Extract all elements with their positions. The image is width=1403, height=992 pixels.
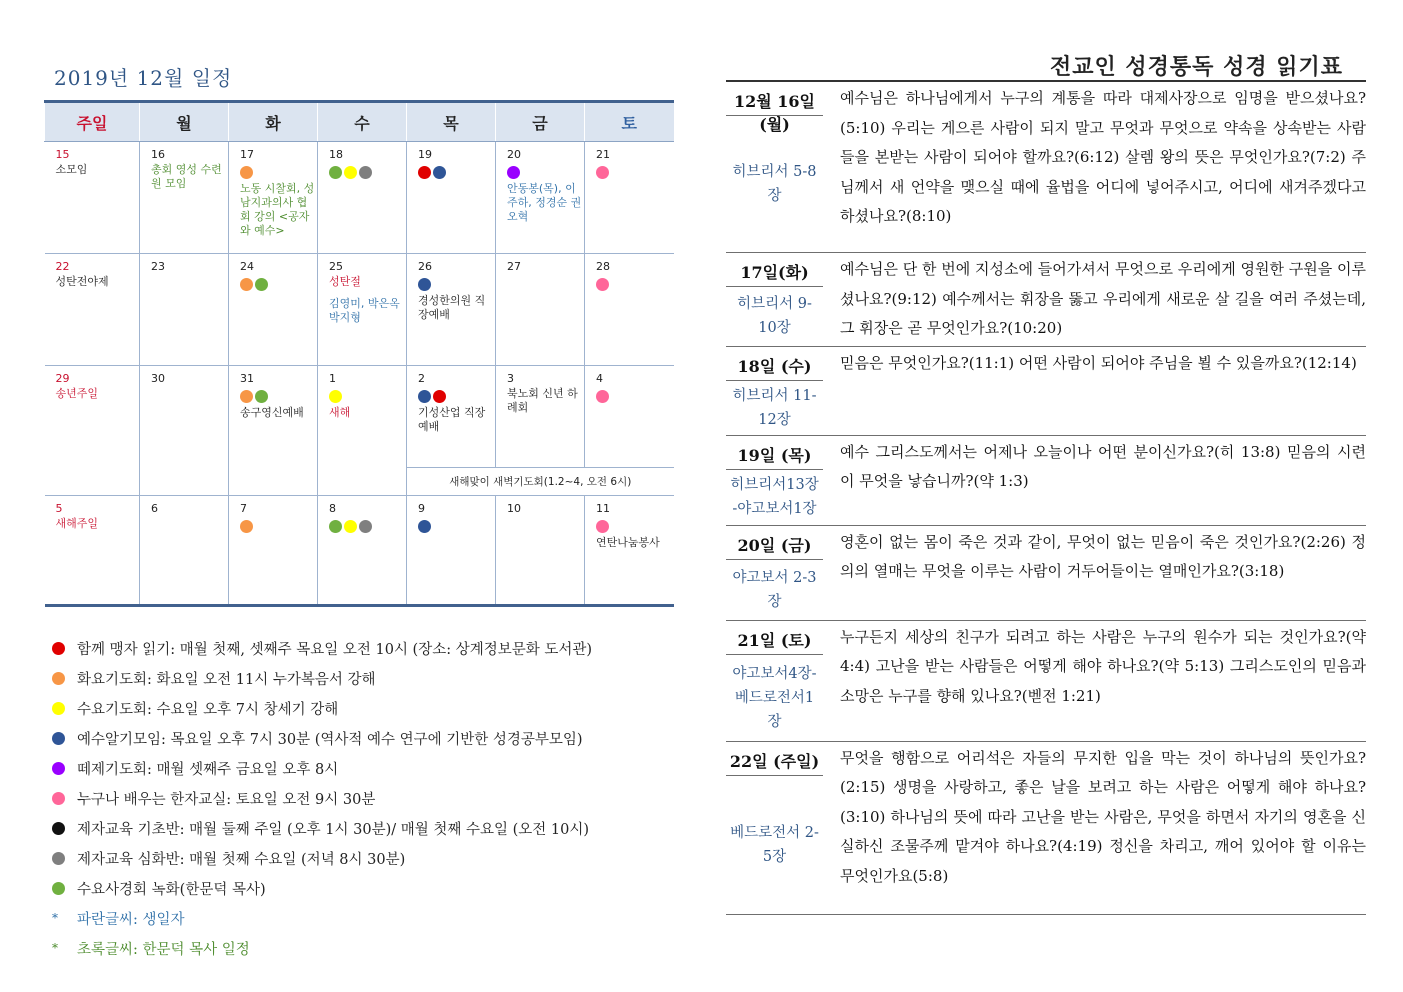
reading-row bbox=[726, 525, 1366, 620]
reading-label-cell bbox=[726, 741, 823, 914]
event-dots bbox=[329, 388, 406, 404]
event-text: 안동봉(목), 이주하, 정경순 권오혁 bbox=[507, 182, 582, 223]
reading-book: 히브리서 5-8장 bbox=[732, 164, 817, 204]
event-dots bbox=[507, 164, 584, 180]
calendar-day-cell[interactable] bbox=[229, 366, 318, 496]
day-number: 15 bbox=[55, 148, 70, 161]
reading-book: 히브리서13장 -야고보서1장 bbox=[730, 477, 819, 517]
special-event-text: 새해맞이 새벽기도회(1.2~4, 오전 6시) bbox=[407, 468, 674, 496]
event-text: 기성산업 직장예배 bbox=[418, 406, 486, 433]
calendar-day-cell[interactable] bbox=[496, 142, 585, 254]
legend bbox=[52, 633, 692, 963]
day-number: 5 bbox=[55, 502, 63, 515]
reading-label-cell bbox=[726, 253, 823, 347]
reading-label-cell bbox=[726, 346, 823, 435]
calendar-day-cell[interactable] bbox=[585, 496, 674, 606]
calendar-day-cell[interactable] bbox=[229, 142, 318, 254]
calendar-day-cell[interactable] bbox=[407, 366, 496, 468]
day-number: 19 bbox=[418, 148, 432, 161]
event-text: 경성한의원 직장예배 bbox=[418, 294, 486, 321]
yellow-dot-icon bbox=[52, 702, 65, 715]
event-text: 송년주일 bbox=[55, 387, 99, 400]
day-number: 31 bbox=[240, 372, 254, 385]
reading-label-cell bbox=[726, 620, 823, 741]
day-number: 8 bbox=[329, 502, 336, 515]
day-number: 29 bbox=[55, 372, 70, 385]
reading-date: 17일(화) bbox=[726, 253, 823, 287]
day-number: 17 bbox=[240, 148, 254, 161]
reading-row bbox=[726, 346, 1366, 435]
reading-questions: 예수님은 하나님에게서 누구의 계통을 따라 대제사장으로 임명을 받으셨나요?(5:10) 우리는 게으른 사람이 되지 말고 무엇과 무엇으로 약속을 상속받는 사람들을 본받는 사람이 되어야 할까요?(6:12) 살렘 왕의 뜻은 무엇인가요?(7:2) 주님께서 새 언약을 맺으실 때에 율법을 어디에 넣어주시고, 어디에 새겨주겠다고 하셨나요?(8:10) bbox=[823, 81, 1366, 253]
legend-item bbox=[52, 633, 692, 663]
event-dots bbox=[329, 164, 406, 180]
reading-book: 야고보서 2-3장 bbox=[732, 569, 817, 610]
gray-dot-icon bbox=[359, 166, 372, 179]
calendar-day-cell[interactable] bbox=[407, 254, 496, 366]
legend-item bbox=[52, 693, 692, 723]
calendar-day-cell[interactable] bbox=[140, 366, 229, 496]
event-text: 김영미, 박은옥 박지형 bbox=[329, 297, 400, 324]
weekday-header: 월 bbox=[140, 102, 229, 142]
asterisk: * bbox=[52, 911, 58, 925]
reading-label-cell bbox=[726, 525, 823, 620]
event-dots bbox=[240, 388, 317, 404]
day-number: 6 bbox=[151, 502, 158, 515]
reading-title: 전교인 성경통독 성경 읽기표 bbox=[1050, 54, 1344, 80]
reading-questions: 예수 그리스도께서는 어제나 오늘이나 어떤 분이신가요?(히 13:8) 믿음의 시련이 무엇을 낳습니까?(약 1:3) bbox=[823, 435, 1366, 525]
reading-book: 히브리서 11-12장 bbox=[732, 387, 817, 428]
calendar-week-row bbox=[45, 254, 674, 366]
day-number: 26 bbox=[418, 260, 432, 273]
weekday-header: 주일 bbox=[45, 102, 140, 142]
day-number: 25 bbox=[329, 260, 343, 273]
event-dots bbox=[418, 276, 495, 292]
calendar-week-row bbox=[45, 142, 674, 254]
pink-dot-icon bbox=[596, 166, 609, 179]
reading-table bbox=[726, 80, 1366, 915]
calendar-day-cell[interactable] bbox=[318, 496, 407, 606]
calendar-week-row bbox=[45, 366, 674, 468]
event-text: 소모임 bbox=[55, 163, 88, 176]
day-number: 9 bbox=[418, 502, 425, 515]
event-dots bbox=[596, 276, 674, 292]
reading-date: 12월 16일(월) bbox=[726, 82, 823, 116]
legend-item bbox=[52, 783, 692, 813]
legend-text: 누구나 배우는 한자교실: 토요일 오전 9시 30분 bbox=[77, 791, 376, 808]
day-number: 16 bbox=[151, 148, 165, 161]
legend-note bbox=[52, 933, 692, 963]
day-number: 20 bbox=[507, 148, 521, 161]
event-dots bbox=[240, 164, 317, 180]
reading-date: 20일 (금) bbox=[726, 526, 823, 560]
calendar-day-cell[interactable] bbox=[229, 254, 318, 366]
pink-dot-icon bbox=[596, 278, 609, 291]
blue-dot-icon bbox=[52, 732, 65, 745]
green-dot-icon bbox=[255, 390, 268, 403]
pink-dot-icon bbox=[596, 390, 609, 403]
reading-row bbox=[726, 253, 1366, 347]
purple-dot-icon bbox=[52, 762, 65, 775]
reading-questions: 영혼이 없는 몸이 죽은 것과 같이, 무엇이 없는 믿음이 죽은 것인가요?(2:26) 정의의 열매는 무엇을 이루는 사람이 거두어들이는 열매인가요?(3:18) bbox=[823, 525, 1366, 620]
weekday-header-row bbox=[45, 102, 674, 142]
calendar-day-cell[interactable] bbox=[229, 496, 318, 606]
yellow-dot-icon bbox=[344, 166, 357, 179]
weekday-header: 목 bbox=[407, 102, 496, 142]
reading-date: 19일 (목) bbox=[726, 436, 823, 470]
reading-questions: 믿음은 무엇인가요?(11:1) 어떤 사람이 되어야 주님을 뵐 수 있을까요?(12:14) bbox=[823, 346, 1366, 435]
reading-questions: 무엇을 행함으로 어리석은 자들의 무지한 입을 막는 것이 하나님의 뜻인가요?(2:15) 생명을 사랑하고, 좋은 날을 보려고 하는 사람은 어떻게 해야 하나요?(3:10) 하나님의 뜻에 따라 고난을 받는 사람은, 무엇을 하면서 자기의 영혼을 신실하신 조물주께 맡겨야 하나요?(4:19) 정신을 차리고, 깨어 있어야 할 이유는 무엇인가요(5:8) bbox=[823, 741, 1366, 914]
legend-item bbox=[52, 843, 692, 873]
event-dots bbox=[596, 518, 674, 534]
black-dot-icon bbox=[52, 822, 65, 835]
red-dot-icon bbox=[418, 166, 431, 179]
asterisk: * bbox=[52, 941, 58, 955]
day-number: 7 bbox=[240, 502, 247, 515]
calendar-table bbox=[44, 100, 674, 607]
calendar-day-cell[interactable] bbox=[496, 366, 585, 468]
calendar-day-cell[interactable] bbox=[318, 254, 407, 366]
day-number: 10 bbox=[507, 502, 521, 515]
pink-dot-icon bbox=[596, 520, 609, 533]
event-dots bbox=[418, 518, 495, 534]
green-dot-icon bbox=[52, 882, 65, 895]
event-dots bbox=[240, 276, 317, 292]
calendar-day-cell[interactable] bbox=[140, 254, 229, 366]
pink-dot-icon bbox=[52, 792, 65, 805]
event-text: 송구영신예배 bbox=[240, 406, 304, 419]
legend-text: 화요기도회: 화요일 오전 11시 누가복음서 강해 bbox=[77, 671, 376, 688]
event-text: 총회 영성 수련원 모임 bbox=[151, 163, 222, 190]
blue-dot-icon bbox=[418, 390, 431, 403]
reading-questions: 누구든지 세상의 친구가 되려고 하는 사람은 누구의 원수가 되는 것인가요?(약 4:4) 고난을 받는 사람들은 어떻게 해야 하나요?(약 5:13) 그리스도인의 믿음과 소망은 누구를 향해 있나요?(벧전 1:21) bbox=[823, 620, 1366, 741]
legend-text: 떼제기도회: 매월 셋째주 금요일 오후 8시 bbox=[77, 761, 339, 778]
calendar-day-cell[interactable] bbox=[140, 496, 229, 606]
legend-item bbox=[52, 753, 692, 783]
event-text: 북노회 신년 하례회 bbox=[507, 387, 578, 414]
legend-item bbox=[52, 813, 692, 843]
orange-dot-icon bbox=[52, 672, 65, 685]
purple-dot-icon bbox=[507, 166, 520, 179]
calendar-day-cell[interactable] bbox=[45, 496, 140, 606]
calendar-day-cell[interactable] bbox=[496, 496, 585, 606]
weekday-header: 수 bbox=[318, 102, 407, 142]
calendar-day-cell[interactable] bbox=[45, 366, 140, 496]
legend-item bbox=[52, 723, 692, 753]
event-dots bbox=[418, 164, 495, 180]
day-number: 27 bbox=[507, 260, 521, 273]
day-number: 28 bbox=[596, 260, 610, 273]
blue-dot-icon bbox=[418, 520, 431, 533]
orange-dot-icon bbox=[240, 166, 253, 179]
blue-dot-icon bbox=[418, 278, 431, 291]
reading-book: 야고보서4장- 베드로전서1장 bbox=[732, 665, 817, 730]
red-dot-icon bbox=[52, 642, 65, 655]
day-number: 3 bbox=[507, 372, 514, 385]
gray-dot-icon bbox=[52, 852, 65, 865]
calendar-day-cell[interactable] bbox=[45, 254, 140, 366]
calendar-day-cell[interactable] bbox=[318, 142, 407, 254]
reading-date: 18일 (수) bbox=[726, 347, 823, 381]
day-number: 1 bbox=[329, 372, 336, 385]
reading-questions: 예수님은 단 한 번에 지성소에 들어가셔서 무엇으로 우리에게 영원한 구원을 이루셨나요?(9:12) 예수께서는 휘장을 뚫고 우리에게 새로운 살 길을 여러 주셨는데, 그 휘장은 곧 무엇인가요?(10:20) bbox=[823, 253, 1366, 347]
day-number: 21 bbox=[596, 148, 610, 161]
event-text: 노동 시찰회, 성남지과의사 협회 강의 <공자와 예수> bbox=[240, 182, 315, 237]
reading-book: 히브리서 9-10장 bbox=[737, 296, 812, 336]
event-text: 성탄전야제 bbox=[55, 275, 109, 288]
green-dot-icon bbox=[329, 166, 342, 179]
day-number: 22 bbox=[55, 260, 70, 273]
event-text: 새해 bbox=[329, 406, 351, 419]
event-dots bbox=[418, 388, 495, 404]
calendar-day-cell[interactable] bbox=[585, 142, 674, 254]
calendar-week-row bbox=[45, 496, 674, 606]
day-number: 24 bbox=[240, 260, 254, 273]
legend-note bbox=[52, 903, 692, 933]
legend-item bbox=[52, 663, 692, 693]
event-dots bbox=[596, 164, 674, 180]
day-number: 23 bbox=[151, 260, 165, 273]
reading-row bbox=[726, 435, 1366, 525]
legend-item bbox=[52, 873, 692, 903]
green-dot-icon bbox=[255, 278, 268, 291]
gray-dot-icon bbox=[359, 520, 372, 533]
weekday-header: 화 bbox=[229, 102, 318, 142]
red-dot-icon bbox=[433, 390, 446, 403]
day-number: 4 bbox=[596, 372, 603, 385]
legend-text: 제자교육 심화반: 매월 첫째 수요일 (저녁 8시 30분) bbox=[77, 851, 406, 868]
reading-date: 21일 (토) bbox=[726, 621, 823, 655]
orange-dot-icon bbox=[240, 390, 253, 403]
calendar-day-cell[interactable] bbox=[585, 366, 674, 468]
weekday-header: 토 bbox=[585, 102, 674, 142]
reading-date: 22일 (주일) bbox=[726, 742, 823, 776]
day-number: 11 bbox=[596, 502, 610, 515]
day-number: 2 bbox=[418, 372, 425, 385]
day-number: 30 bbox=[151, 372, 165, 385]
weekday-header: 금 bbox=[496, 102, 585, 142]
calendar-title: 2019년 12월 일정 bbox=[54, 66, 233, 90]
green-dot-icon bbox=[329, 520, 342, 533]
legend-text: 수요사경회 녹화(한문덕 목사) bbox=[77, 881, 266, 898]
note-text: 파란글씨: 생일자 bbox=[77, 911, 185, 928]
legend-text: 예수알기모임: 목요일 오후 7시 30분 (역사적 예수 연구에 기반한 성경공부모임) bbox=[77, 731, 583, 748]
reading-book: 베드로전서 2-5장 bbox=[730, 824, 819, 865]
reading-label-cell bbox=[726, 81, 823, 253]
yellow-dot-icon bbox=[344, 520, 357, 533]
orange-dot-icon bbox=[240, 278, 253, 291]
legend-text: 수요기도회: 수요일 오후 7시 창세기 강해 bbox=[77, 701, 339, 718]
event-dots bbox=[596, 388, 674, 404]
calendar-day-cell[interactable] bbox=[407, 496, 496, 606]
event-text: 성탄절 bbox=[329, 275, 361, 288]
calendar-day-cell[interactable] bbox=[407, 142, 496, 254]
event-dots bbox=[240, 518, 317, 534]
calendar-day-cell[interactable] bbox=[496, 254, 585, 366]
reading-row bbox=[726, 741, 1366, 914]
blue-dot-icon bbox=[433, 166, 446, 179]
day-number: 18 bbox=[329, 148, 343, 161]
event-dots bbox=[329, 518, 406, 534]
legend-text: 제자교육 기초반: 매월 둘째 주일 (오후 1시 30분)/ 매월 첫째 수요일 (오전 10시) bbox=[77, 821, 590, 838]
legend-text: 함께 맹자 읽기: 매월 첫째, 셋째주 목요일 오전 10시 (장소: 상계정보문화 도서관) bbox=[77, 641, 593, 658]
yellow-dot-icon bbox=[329, 390, 342, 403]
note-text: 초록글씨: 한문덕 목사 일정 bbox=[77, 941, 250, 958]
calendar-day-cell[interactable] bbox=[318, 366, 407, 496]
event-text: 연탄나눔봉사 bbox=[596, 536, 660, 549]
calendar-day-cell[interactable] bbox=[140, 142, 229, 254]
orange-dot-icon bbox=[240, 520, 253, 533]
event-text: 새해주일 bbox=[55, 517, 99, 530]
calendar-day-cell[interactable] bbox=[585, 254, 674, 366]
calendar-day-cell[interactable] bbox=[45, 142, 140, 254]
reading-row bbox=[726, 81, 1366, 253]
reading-row bbox=[726, 620, 1366, 741]
reading-label-cell bbox=[726, 435, 823, 525]
